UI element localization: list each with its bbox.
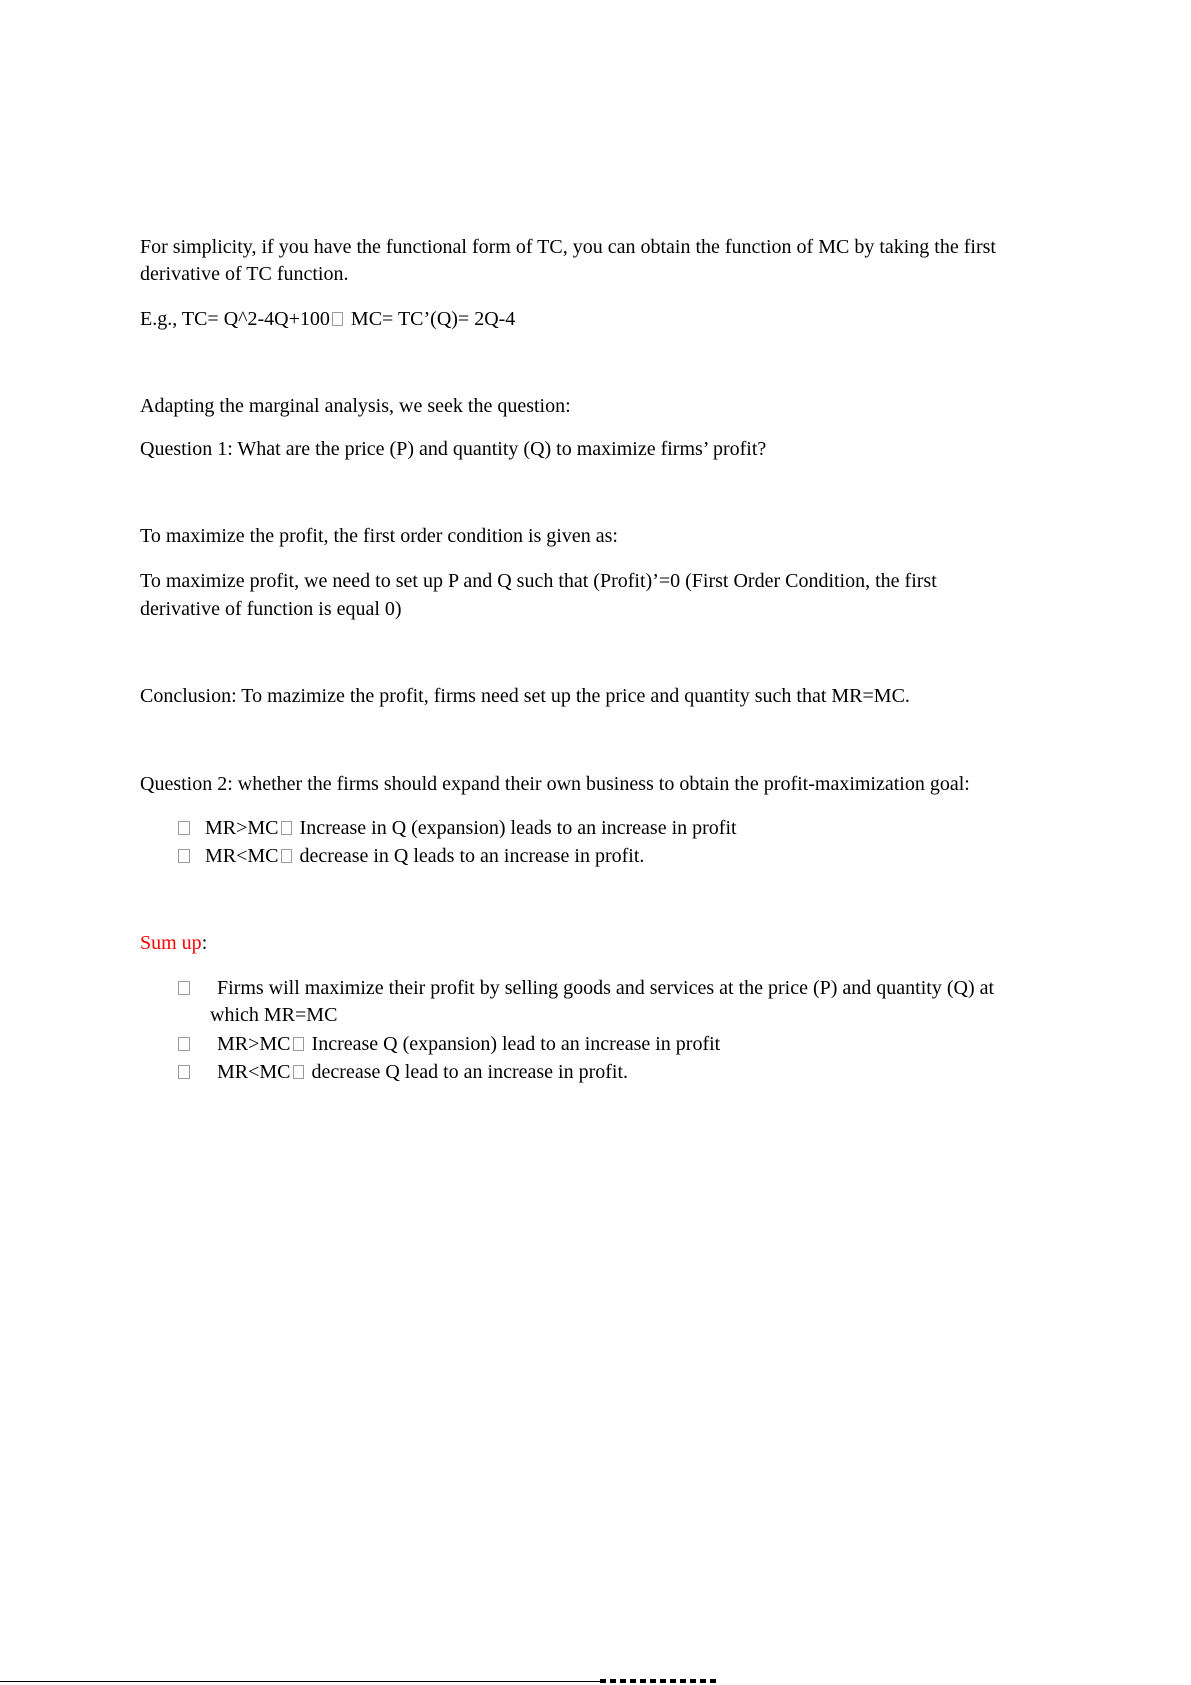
paragraph-foc-line2: derivative of function is equal 0) [140, 598, 402, 620]
paragraph-foc-line1: To maximize profit, we need to set up P and Q such that (Profit)’=0 (First Order Condition, the first [140, 570, 937, 592]
bullet-lhs: MR<MC [217, 1061, 291, 1083]
sumup-heading [140, 931, 207, 955]
sumup-colon: : [201, 932, 208, 954]
arrow-placeholder-icon [281, 849, 292, 863]
page-footer-rule [0, 1681, 600, 1682]
arrow-placeholder-icon [293, 1037, 304, 1051]
page-footer-marks [600, 1679, 720, 1683]
paragraph-tc-intro-line2: derivative of TC function. [140, 263, 349, 285]
bullet-placeholder-icon [178, 1065, 190, 1079]
example-mc: MC= TC’(Q)= 2Q-4 [345, 308, 516, 330]
bullet-rhs: Increase Q (expansion) lead to an increase in profit [306, 1033, 721, 1055]
bullet-lhs: MR>MC [205, 817, 279, 839]
paragraph-question2: Question 2: whether the firms should expand their own business to obtain the profit-maximization goal: [140, 773, 970, 795]
example-tc: E.g., TC= Q^2-4Q+100 [140, 308, 330, 330]
paragraph-adapting: Adapting the marginal analysis, we seek the question: [140, 395, 571, 417]
sumup-item1-line1: Firms will maximize their profit by selling goods and services at the price (P) and quantity (Q) at [217, 977, 995, 999]
bullet-placeholder-icon [178, 981, 190, 995]
paragraph-foc-intro: To maximize the profit, the first order condition is given as: [140, 525, 618, 547]
arrow-placeholder-icon [293, 1065, 304, 1079]
paragraph-tc-intro-line1: For simplicity, if you have the functional form of TC, you can obtain the function of MC by taking the first [140, 236, 996, 258]
bullet-rhs: decrease in Q leads to an increase in profit. [294, 845, 645, 867]
bullet-rhs: decrease Q lead to an increase in profit. [306, 1061, 629, 1083]
bullet-rhs: Increase in Q (expansion) leads to an increase in profit [294, 817, 737, 839]
bullet-placeholder-icon [178, 1037, 190, 1051]
bullet-lhs: MR>MC [217, 1033, 291, 1055]
arrow-placeholder-icon [332, 312, 343, 326]
bullet-lhs: MR<MC [205, 845, 279, 867]
arrow-placeholder-icon [281, 821, 292, 835]
sumup-item1-line2: which MR=MC [210, 1004, 338, 1026]
bullet-placeholder-icon [178, 849, 190, 863]
paragraph-conclusion: Conclusion: To mazimize the profit, firms need set up the price and quantity such that MR=MC. [140, 685, 910, 707]
sumup-label: Sum up [140, 932, 202, 954]
paragraph-question1: Question 1: What are the price (P) and quantity (Q) to maximize firms’ profit? [140, 438, 767, 460]
example-equation [140, 307, 515, 331]
bullet-placeholder-icon [178, 821, 190, 835]
